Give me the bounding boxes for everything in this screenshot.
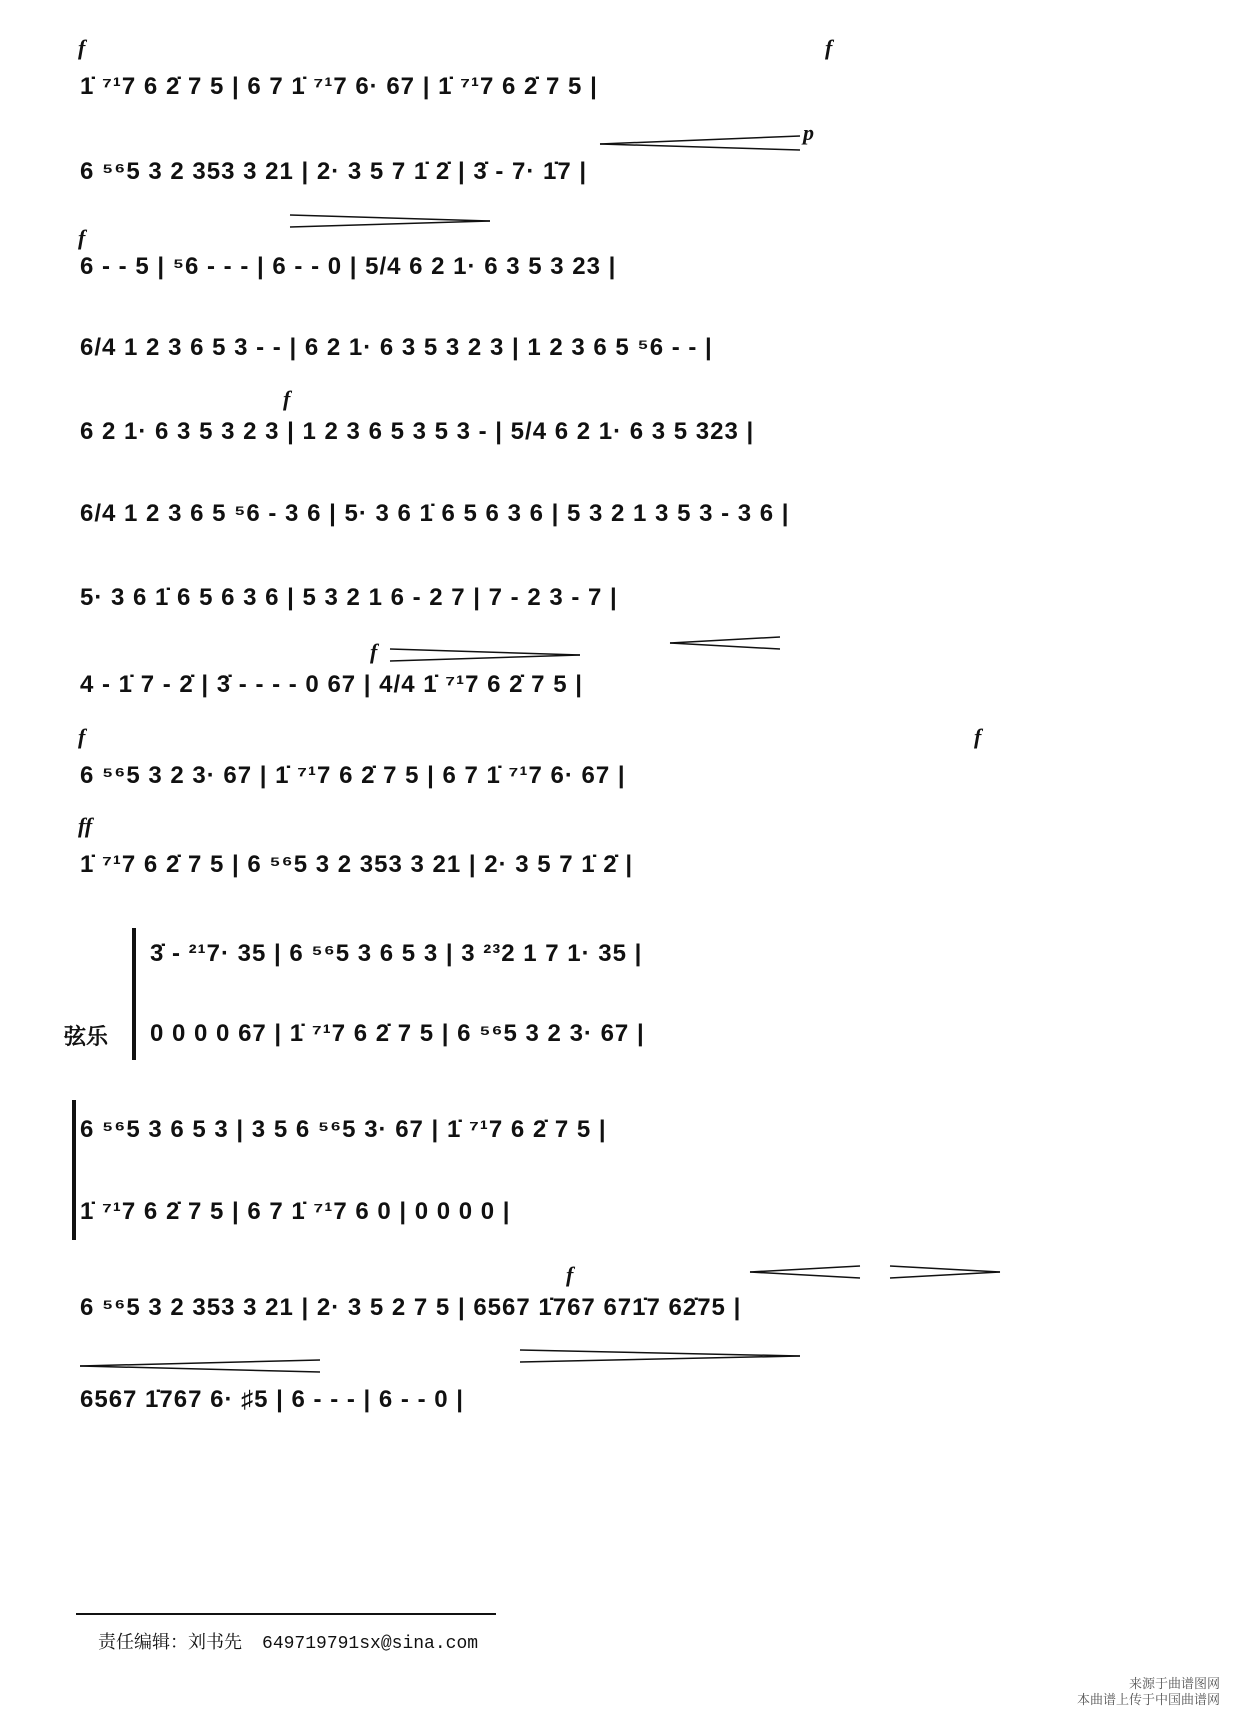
- footer-rule: [76, 1613, 496, 1615]
- score-line-7: [70, 568, 1160, 628]
- dynamic-mark: f: [78, 35, 86, 60]
- notation-text: 6 2 1· 6 3 5 3 2 3 | 1 2 3 6 5 3 5 3 - | 5/4 6 2 1· 6 3 5 323 |: [80, 418, 755, 445]
- dynamic-mark: f: [78, 724, 86, 749]
- dynamic-mark: p: [803, 120, 814, 145]
- editor-credit: 责任编辑：刘书先: [98, 1632, 242, 1652]
- dynamic-mark: f: [825, 35, 833, 60]
- score-line-1: [70, 35, 1160, 117]
- notation-text: 3̇ - ²¹7· 35 | 6 ⁵⁶5 3 6 5 3 | 3 ²³2 1 7 1· 35 |: [150, 940, 643, 967]
- dynamic-mark: f: [78, 225, 86, 250]
- score-line-3: [70, 225, 1160, 297]
- editor-email: 649719791sx@sina.com: [262, 1634, 479, 1654]
- notation-text: 1̇ ⁷¹7 6 2̇ 7 5 | 6 ⁵⁶5 3 2 353 3 21 | 2· 3 5 7 1̇ 2̇ |: [80, 851, 634, 878]
- notation-text: 6/4 1 2 3 6 5 ⁵6 - 3 6 | 5· 3 6 1̇ 6 5 6 3 6 | 5 3 2 1 3 5 3 - 3 6 |: [80, 500, 790, 527]
- score-line-2: [70, 120, 1160, 202]
- notation-text: 6 ⁵⁶5 3 2 353 3 21 | 2· 3 5 7 1̇ 2̇ | 3̇ - 7· 1̇7 |: [80, 158, 588, 185]
- dynamic-mark: f: [283, 386, 291, 411]
- score-line-15: [70, 1262, 1160, 1338]
- notation-text: 1̇ ⁷¹7 6 2̇ 7 5 | 6 7 1̇ ⁷¹7 6 0 | 0 0 0 0 |: [80, 1198, 511, 1225]
- notation-text: 6 - - 5 | ⁵6 - - - | 6 - - 0 | 5/4 6 2 1· 6 3 5 3 23 |: [80, 253, 617, 280]
- score-line-13: [70, 1100, 1160, 1160]
- score-line-5: [70, 386, 1160, 462]
- score-line-11: [140, 924, 1160, 984]
- notation-text: 0 0 0 0 67 | 1̇ ⁷¹7 6 2̇ 7 5 | 6 ⁵⁶5 3 2 3· 67 |: [150, 1020, 645, 1047]
- dynamic-mark: ff: [78, 813, 93, 838]
- score-line-16: [70, 1370, 1160, 1430]
- score-line-8: [70, 639, 1160, 715]
- watermark-line-2: 本曲谱上传于中国曲谱网: [1076, 1692, 1220, 1707]
- footer-credits: [98, 1628, 478, 1654]
- notation-text: 6567 1̇767 6· ♯5 | 6 - - - | 6 - - 0 |: [80, 1386, 464, 1413]
- notation-text: 5· 3 6 1̇ 6 5 6 3 6 | 5 3 2 1 6 - 2 7 | 7 - 2 3 - 7 |: [80, 584, 618, 611]
- score-line-12-strings: [140, 1004, 1160, 1064]
- notation-text: 4 - 1̇ 7 - 2̇ | 3̇ - - - - 0 67 | 4/4 1̇ ⁷¹7 6 2̇ 7 5 |: [80, 671, 583, 698]
- site-watermark: [1077, 1676, 1220, 1708]
- score-line-10: [70, 813, 1160, 895]
- score-line-4: [70, 318, 1160, 378]
- score-line-14-strings: [70, 1182, 1160, 1242]
- system-bracket: [132, 928, 136, 1060]
- score-line-9: [70, 724, 1160, 806]
- strings-label: 弦乐: [64, 1024, 109, 1049]
- dynamic-mark: f: [974, 724, 982, 749]
- notation-text: 6 ⁵⁶5 3 6 5 3 | 3 5 6 ⁵⁶5 3· 67 | 1̇ ⁷¹7 6 2̇ 7 5 |: [80, 1116, 607, 1143]
- notation-text: 6 ⁵⁶5 3 2 3· 67 | 1̇ ⁷¹7 6 2̇ 7 5 | 6 7 1̇ ⁷¹7 6· 67 |: [80, 762, 626, 789]
- dynamic-mark: f: [566, 1262, 574, 1287]
- notation-text: 6/4 1 2 3 6 5 3 - - | 6 2 1· 6 3 5 3 2 3 | 1 2 3 6 5 ⁵6 - - |: [80, 334, 713, 361]
- watermark-line-1: 来源于曲谱图网: [1128, 1676, 1220, 1691]
- notation-text: 1̇ ⁷¹7 6 2̇ 7 5 | 6 7 1̇ ⁷¹7 6· 67 | 1̇ ⁷¹7 6 2̇ 7 5 |: [80, 73, 598, 100]
- dynamic-mark: f: [370, 639, 378, 664]
- notation-text: 6 ⁵⁶5 3 2 353 3 21 | 2· 3 5 2 7 5 | 6567 1̇767 671̇7 62̇75 |: [80, 1294, 742, 1321]
- score-line-6: [70, 484, 1160, 544]
